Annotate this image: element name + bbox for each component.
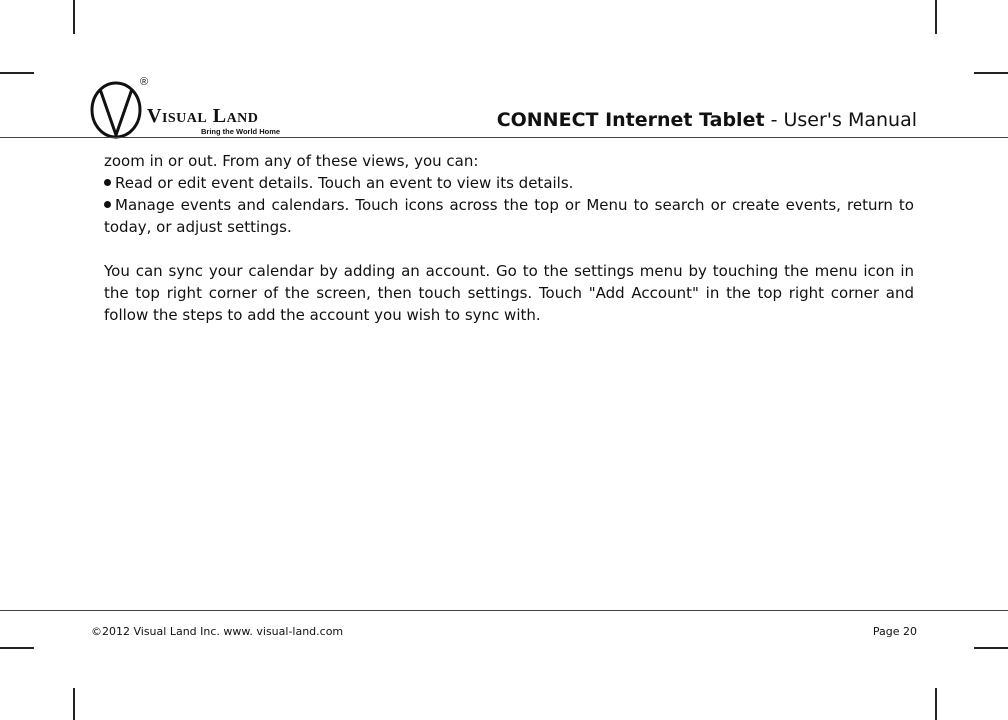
crop-mark-bottom-right [935, 688, 937, 720]
v-emblem-icon [90, 80, 146, 140]
title-suffix: - User's Manual [764, 109, 917, 131]
crop-mark-bottom-left [73, 688, 75, 720]
page-number: Page 20 [872, 625, 917, 638]
footer-copyright: ©2012 Visual Land Inc. www. visual-land.com [91, 625, 344, 638]
bullet-text: Manage events and calendars. Touch icons across the top or Menu to search or create events, return to today, or adjust settings. [104, 196, 914, 236]
crop-mark-left-upper [0, 72, 34, 74]
paragraph-gap [104, 238, 914, 260]
crop-mark-top-left [73, 0, 75, 34]
bullet-item [104, 194, 914, 238]
footer-rule [0, 610, 1008, 611]
crop-mark-right-upper [974, 72, 1008, 74]
page-title [497, 109, 917, 131]
brand-tagline: Bring the World Home [201, 127, 281, 136]
bullet-item [104, 172, 914, 194]
sync-paragraph: You can sync your calendar by adding an account. Go to the settings menu by touching the menu icon in the top right corner of the screen, then touch settings. Touch "Add Account" in the top right corner and follow the steps to add the account you wish to sync with. [104, 262, 914, 324]
bullet-icon [104, 201, 111, 208]
crop-mark-top-right [935, 0, 937, 34]
crop-mark-left-lower [0, 647, 34, 649]
brand-logo [90, 76, 290, 140]
crop-mark-right-lower [974, 647, 1008, 649]
header-rule [0, 137, 1008, 138]
intro-text: zoom in or out. From any of these views, you can: [104, 152, 479, 170]
bullet-icon [104, 179, 111, 186]
brand-name: Visual Land [147, 105, 259, 127]
registered-mark: ® [140, 76, 149, 88]
title-product: CONNECT Internet Tablet [496, 109, 765, 131]
manual-body [104, 150, 914, 326]
bullet-text: Read or edit event details. Touch an event to view its details. [115, 174, 574, 192]
